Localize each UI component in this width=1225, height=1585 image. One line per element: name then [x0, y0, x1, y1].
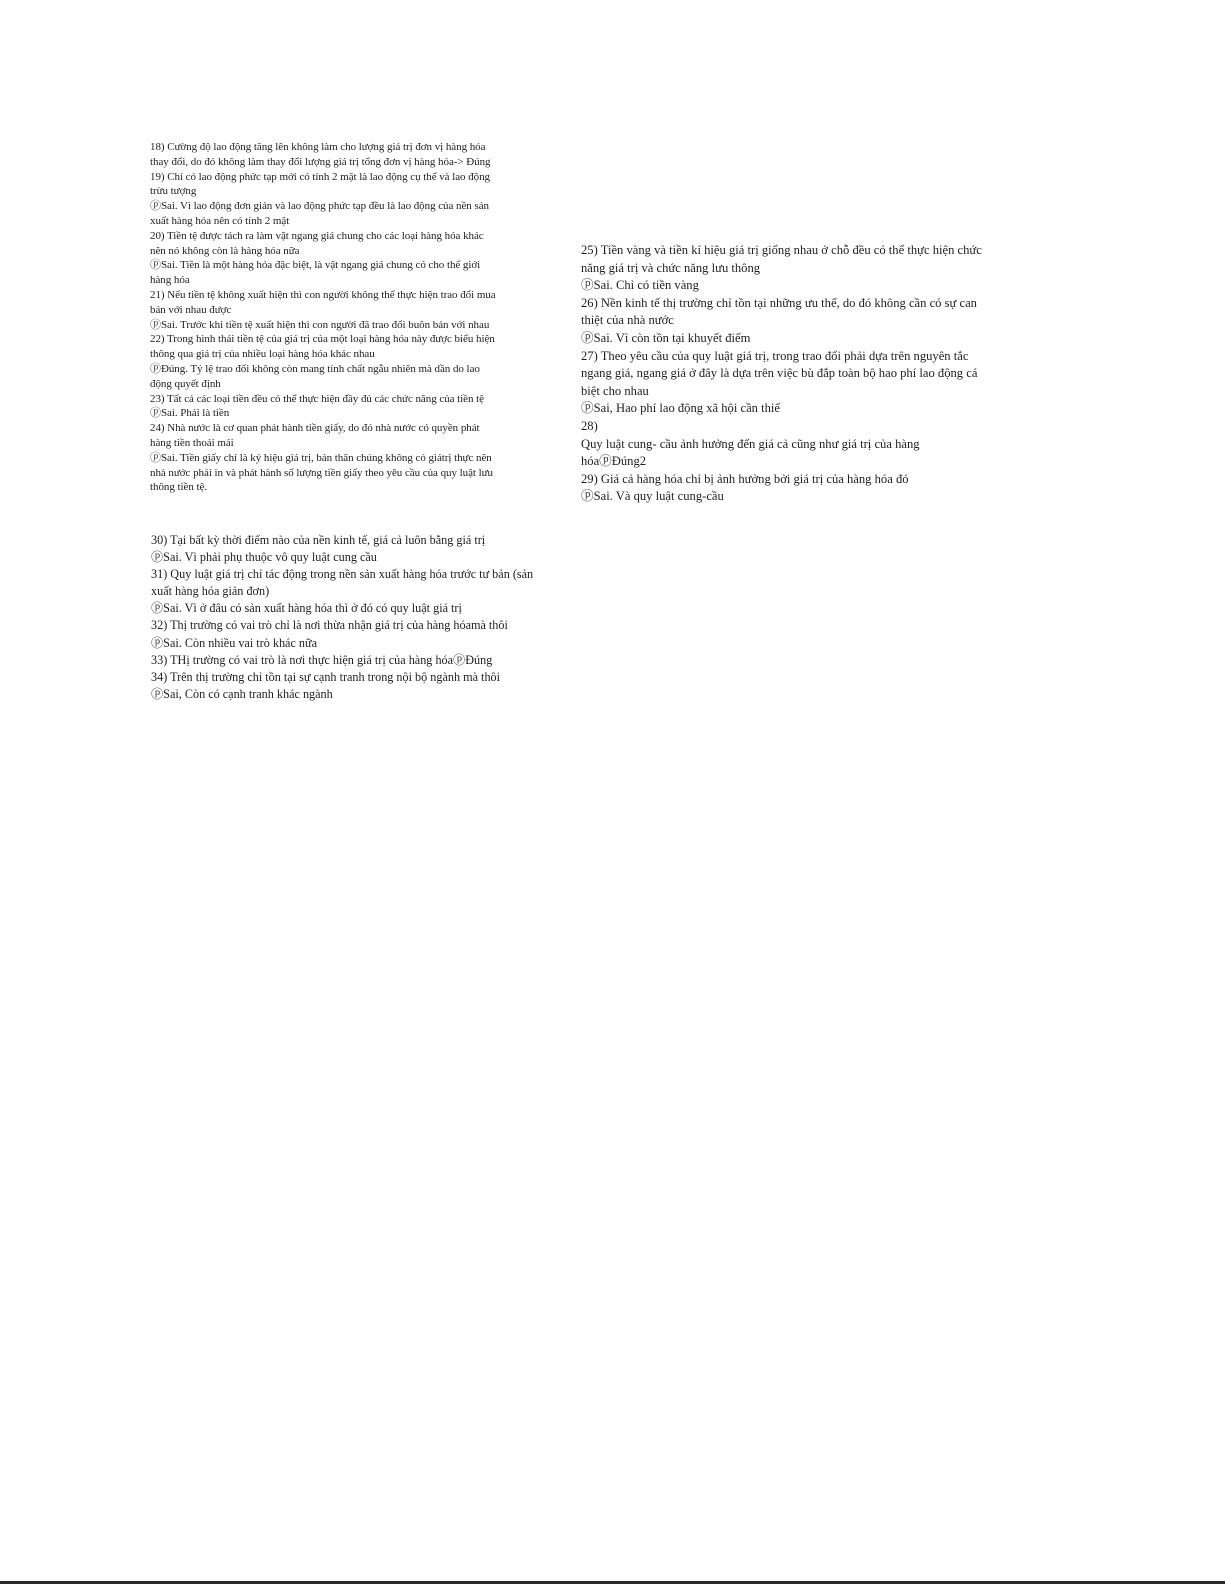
left-column-bottom-text	[151, 532, 591, 703]
text-line: ⓟSai. Còn nhiều vai trò khác nữa	[151, 635, 318, 650]
text-line: ⓟSai. Phải là tiền	[150, 407, 230, 420]
text-line: Quy luật cung- cầu ảnh hưởng đến giá cả cũng như giá trị của hàng	[581, 436, 920, 451]
text-line: 28)	[581, 418, 598, 433]
text-line: hàng tiền thoải mái	[150, 436, 234, 449]
text-line: thông qua giá trị của nhiều loại hàng hóa khác nhau	[150, 348, 375, 361]
text-line: 24) Nhà nước là cơ quan phát hành tiền giấy, do đó nhà nước có quyền phát	[150, 422, 480, 435]
text-line: 19) Chỉ có lao động phức tạp mới có tính 2 mặt là lao động cụ thể và lao động	[150, 170, 490, 183]
text-line: 29) Giá cả hàng hóa chỉ bị ảnh hưởng bởi giá trị của hàng hóa đó	[581, 471, 909, 486]
text-line: ⓟSai, Hao phí lao động xã hội cần thiế	[581, 401, 781, 416]
text-line: ⓟSai. Vì phải phụ thuộc vô quy luật cung cầu	[151, 550, 377, 565]
text-line: 26) Nền kinh tế thị trường chỉ tồn tại những ưu thế, do đó không cần có sự can	[581, 295, 977, 310]
text-line: 31) Quy luật giá trị chỉ tác động trong nền sản xuất hàng hóa trước tư bản (sản	[151, 567, 534, 582]
text-line: ⓟSai. Chỉ có tiền vàng	[581, 278, 699, 293]
text-line: xuất hàng hóa giản đơn)	[151, 584, 270, 599]
text-line: 33) THị trường có vai trò là nơi thực hiện giá trị của hàng hóaⓟĐúng	[151, 652, 493, 667]
text-line: bán với nhau được	[150, 303, 232, 316]
text-line: 21) Nếu tiền tệ không xuất hiện thì con người không thể thực hiện trao đổi mua	[150, 288, 496, 301]
text-line: biệt cho nhau	[581, 383, 649, 398]
text-line: 27) Theo yêu cầu của quy luật giá trị, trong trao đổi phải dựa trên nguyên tắc	[581, 348, 969, 363]
text-line: ngang giá, ngang giá ở đây là dựa trên việc bù đắp toàn bộ hao phí lao động cá	[581, 366, 978, 381]
text-line: ⓟSai. Vì ở đâu có sản xuất hàng hóa thì ở đó có quy luật giá trị	[151, 601, 462, 616]
text-line: ⓟSai. Tiền là một hàng hóa đặc biệt, là vật ngang giá chung có cho thế giới	[150, 259, 481, 272]
text-line: thiệt của nhà nước	[581, 313, 674, 328]
text-line: ⓟSai. Trước khi tiền tệ xuất hiện thì con người đã trao đổi buôn bán với nhau	[150, 318, 490, 331]
text-line: nên nó không còn là hàng hóa nữa	[150, 244, 300, 257]
text-line: hàng hóa	[150, 274, 190, 287]
text-line: ⓟSai. Vì còn tồn tại khuyết điểm	[581, 330, 751, 345]
page-bottom-border	[0, 1581, 1225, 1584]
text-line: 34) Trên thị trường chỉ tồn tại sự cạnh tranh trong nội bộ ngành mà thôi	[151, 669, 501, 684]
text-line: ⓟSai. Và quy luật cung-cầu	[581, 489, 724, 504]
text-line: xuất hàng hóa nên có tính 2 mặt	[150, 214, 290, 227]
text-line: hóaⓟĐúng2	[581, 454, 647, 469]
text-line: 25) Tiền vàng và tiền kí hiệu giá trị giống nhau ở chỗ đều có thể thực hiện chức	[581, 243, 982, 257]
text-line: 20) Tiền tệ được tách ra làm vật ngang giá chung cho các loại hàng hóa khác	[150, 229, 484, 242]
text-line: trừu tượng	[150, 185, 197, 198]
text-line: 22) Trong hình thái tiền tệ của giá trị của một loại hàng hóa này được biểu hiện	[150, 333, 495, 346]
right-column-text	[581, 242, 1051, 506]
text-line: ⓟSai. Vì lao động đơn giản và lao động phức tạp đều là lao động của nền sản	[150, 200, 489, 213]
text-line: ⓟSai. Tiền giấy chỉ là ký hiệu giá trị, bản thân chúng không có giátrị thực nên	[150, 451, 492, 464]
text-line: 32) Thị trường có vai trò chỉ là nơi thừa nhận giá trị của hàng hóamà thôi	[151, 618, 508, 633]
text-line: nhà nước phải in và phát hành số lượng tiền giấy theo yêu cầu của quy luật lưu	[150, 466, 494, 479]
text-line: thông tiền tệ.	[150, 481, 208, 494]
text-line: 30) Tại bất kỳ thời điểm nào của nền kinh tế, giá cả luôn bằng giá trị	[151, 533, 486, 547]
text-line: ⓟĐúng. Tỷ lệ trao đổi không còn mang tính chất ngẫu nhiên mà dần do lao	[150, 362, 480, 375]
text-line: năng giá trị và chức năng lưu thông	[581, 260, 761, 275]
text-line: ⓟSai, Còn có cạnh tranh khác ngành	[151, 686, 333, 701]
left-column-top-text	[150, 140, 570, 495]
text-line: 23) Tất cả các loại tiền đều có thể thực hiện đầy đủ các chức năng của tiền tệ	[150, 392, 485, 405]
text-line: 18) Cường độ lao động tăng lên không làm cho lượng giá trị đơn vị hàng hóa	[150, 141, 486, 153]
text-line: động quyết định	[150, 377, 221, 390]
text-line: thay đổi, do đó không làm thay đổi lượng giá trị tổng đơn vị hàng hóa-> Đúng	[150, 155, 491, 168]
